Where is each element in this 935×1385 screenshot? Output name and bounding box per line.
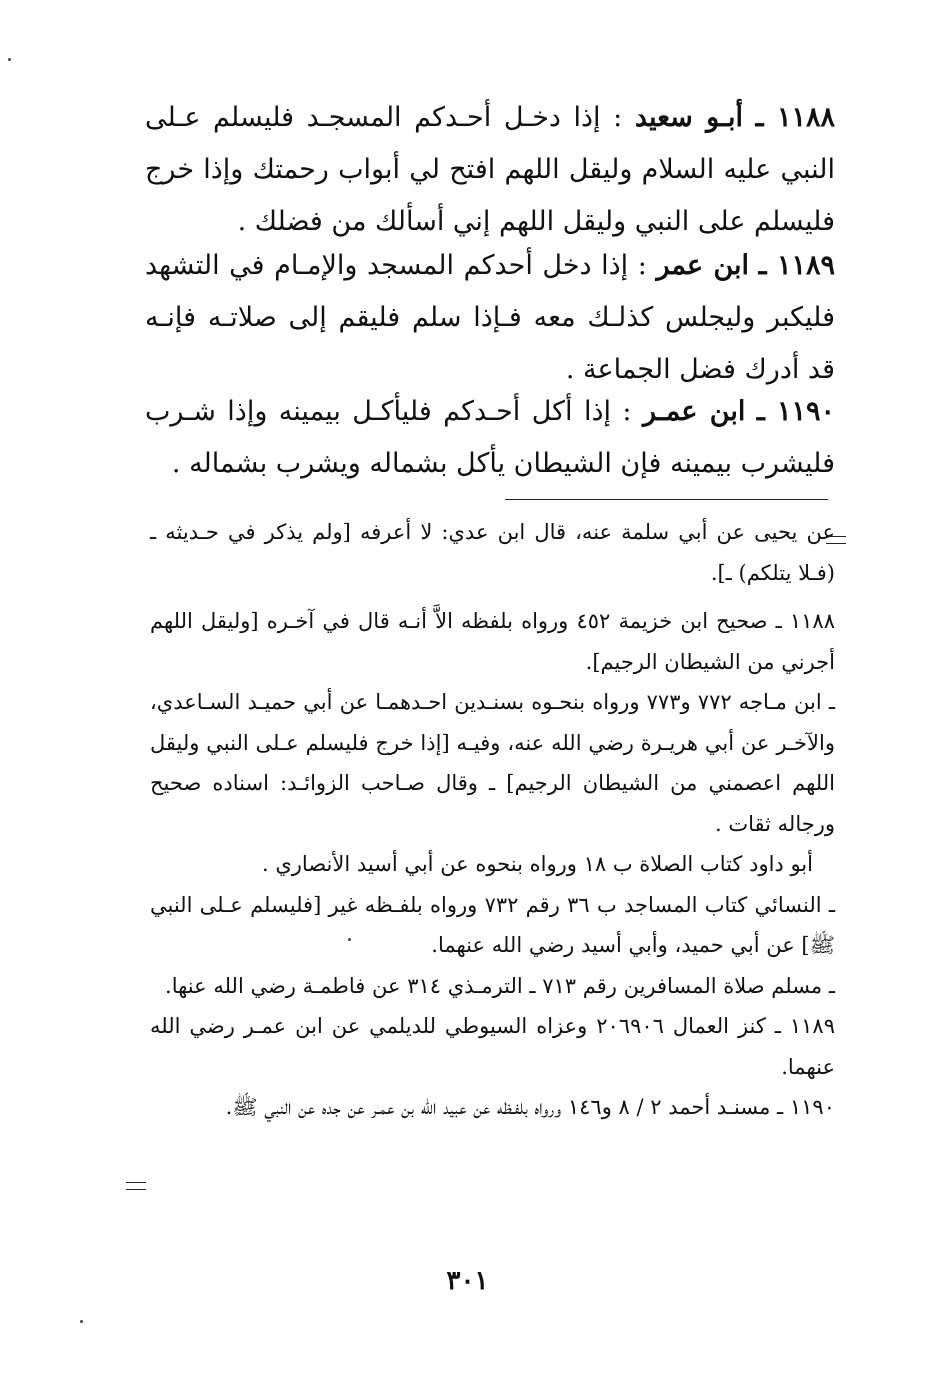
page-number: ٣٠١ <box>446 1266 489 1296</box>
hadith-narrator: أبـو سعيد <box>634 102 744 133</box>
footnote-1188-muslim: ـ مسلم صلاة المسافرين رقم ٧١٣ ـ الترمـذي ٣١٤ عن فاطمـة رضي الله عنها. <box>165 973 835 998</box>
scan-speck <box>8 58 11 61</box>
footnote-separator <box>505 499 828 500</box>
hadith-text: : إذا دخـل أحـدكم المسجـد فليسلم عـلى النبي عليه السلام وليقل اللهم افتح لي أبواب رحمتك وإذا خرج فليسلم على النبي وليقل اللهم إني أسألك من فضلك . <box>145 102 835 237</box>
footnote-1190: ١١٩٠ ـ مسنـد أحمد ٢ / ٨ و١٤٦ ورواه بلفـظه عن عبيد الله بن عمـر عن جده عن النبي ﷺ. <box>225 1095 835 1119</box>
scan-speck <box>80 1320 83 1323</box>
hadith-1190 <box>145 386 835 490</box>
hadith-narrator: ابن عمـر <box>642 396 746 427</box>
hadith-narrator: ابن عمر <box>656 250 750 281</box>
hadith-number: ١١٨٩ ـ <box>758 250 835 281</box>
hadith-text: : إذا دخل أحدكم المسجد والإمـام في التشهد فليكبر وليجلس كذلـك معه فـإذا سلم فليقم إلى صلاتـه فإنـه قد أدرك فضل الجماعة . <box>145 250 835 385</box>
footnote-1188: ١١٨٨ ـ صحيح ابن خزيمة ٤٥٢ ورواه بلفظه الاَّ أنـه قال في آخـره [وليقل اللهم أجرني من الشيطان الرجيم]. <box>150 609 835 674</box>
hadith-text: : إذا أكل أحـدكم فليأكـل بيمينه وإذا شـرب فليشرب بيمينه فإن الشيطان يأكل بشماله ويشرب بشماله . <box>145 396 835 479</box>
footnote-1188-ibn-majah: ـ ابن مـاجه ٧٧٢ و٧٧٣ ورواه بنحـوه بسنـدين احـدهمـا عن أبي حميـد السـاعدي، والآخـر عن أبي هريـرة رضي الله عنه، وفيـه [إذا خرج فليسلم عـلى النبي وليقل اللهم اعصمني من الشيطان الرجيم] ـ وقال صـاحب الزوائـد: اسناده صحيح ورجاله ثقات . <box>150 690 835 836</box>
hadith-number: ١١٨٨ ـ <box>755 102 835 133</box>
hadith-number: ١١٩٠ ـ <box>756 396 836 427</box>
hadith-1188 <box>145 92 835 248</box>
continuation-mark <box>126 1182 146 1190</box>
footnotes <box>150 512 835 1128</box>
footnote-1188-nasai: ـ النسائي كتاب المساجد ب ٣٦ رقم ٧٣٢ ورواه بلفـظه غير [فليسلم عـلى النبي ﷺ] عن أبي حميد، وأبي أسيد رضي الله عنهما. <box>150 892 835 957</box>
hadith-1189 <box>145 240 835 396</box>
footnote-continued: عن يحيى عن أبي سلمة عنه، قال ابن عدي: لا أعرفه [ولم يذكر في حـديثه ـ (فـلا يتلكم) ـ]. <box>150 520 835 585</box>
footnote-1189: ١١٨٩ ـ كنز العمال ٢٠٦٩٠٦ وعزاه السيوطي للديلمي عن ابن عمـر رضي الله عنهما. <box>150 1014 835 1079</box>
footnote-1188-abu-dawud: أبو داود كتاب الصلاة ب ١٨ ورواه بنحوه عن أبي أسيد الأنصاري . <box>262 852 813 876</box>
